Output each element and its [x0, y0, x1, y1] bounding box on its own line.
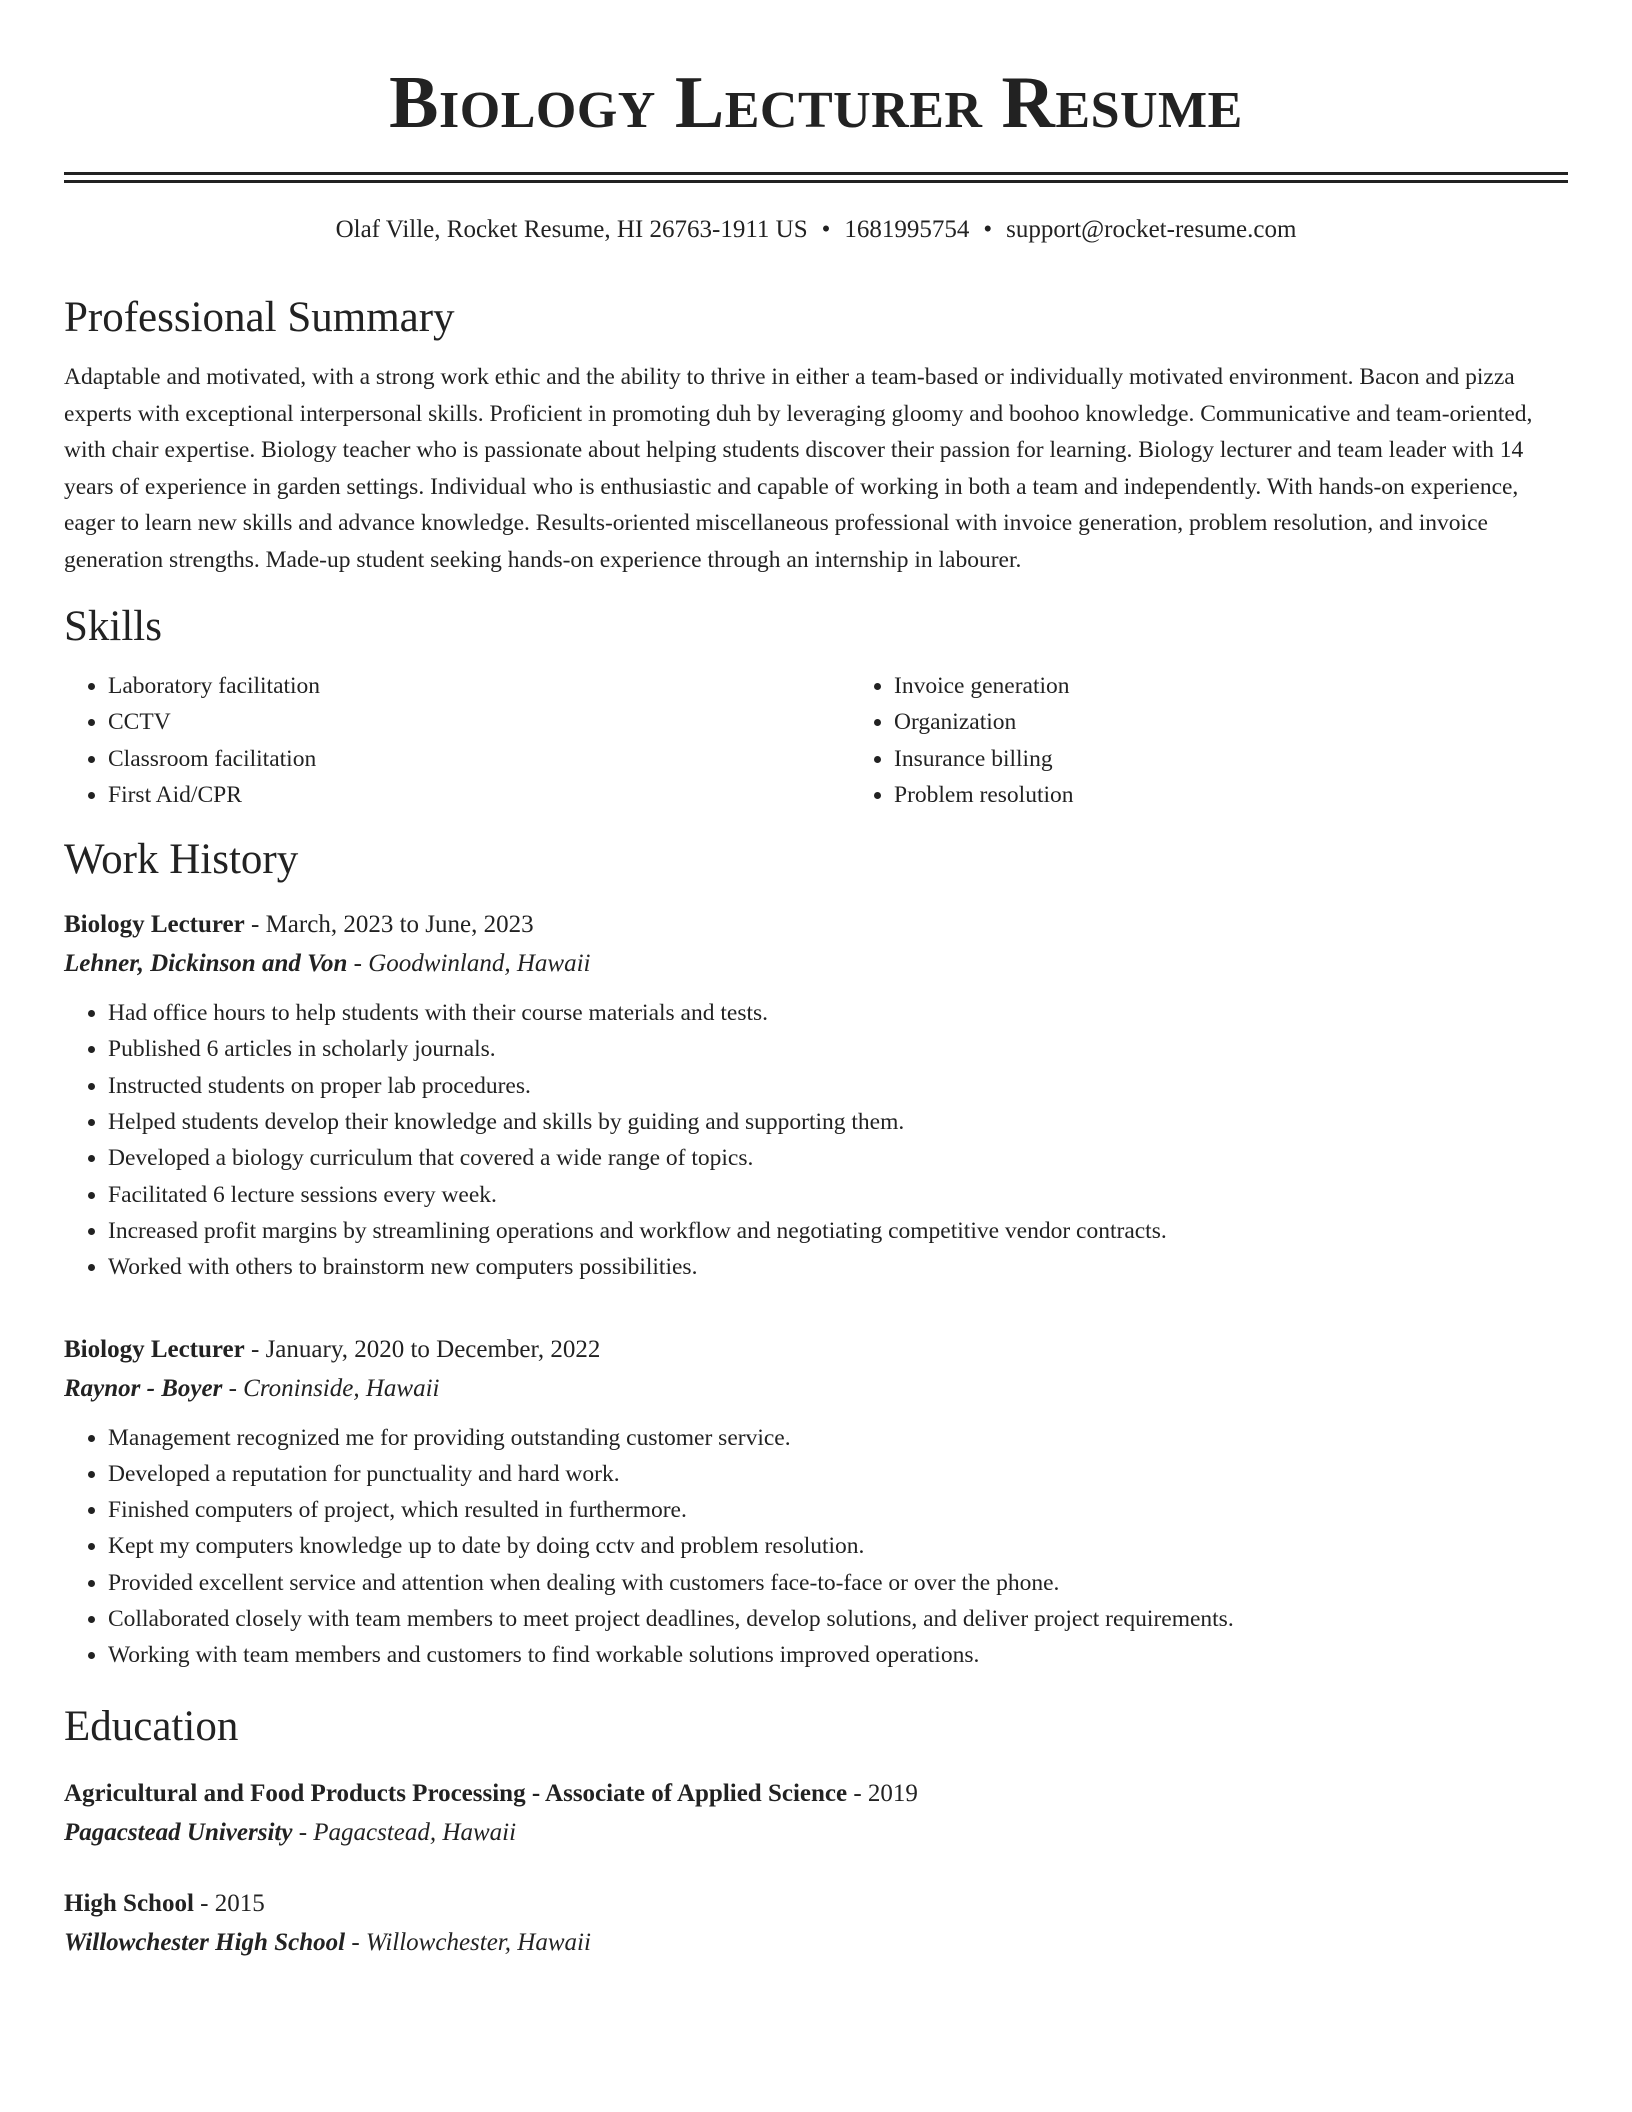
job-bullets	[64, 995, 1568, 1285]
education-degree-line	[64, 1884, 1568, 1924]
job-bullet: • Working with team members and customers to find workable solutions improved operations.	[108, 1637, 1568, 1673]
job-bullet: • Facilitated 6 lecture sessions every week.	[108, 1177, 1568, 1213]
education-entry	[64, 1884, 1568, 1962]
education-degree-line	[64, 1774, 1568, 1814]
contact-address: Olaf Ville, Rocket Resume, HI 26763-1911 US	[335, 216, 808, 243]
job-entry	[64, 1330, 1568, 1674]
education-degree: High School	[64, 1889, 194, 1917]
job-bullet: • Increased profit margins by streamlining operations and workflow and negotiating competitive vendor contracts.	[108, 1213, 1568, 1249]
education-school: Pagacstead University	[64, 1818, 293, 1846]
skill-item: • Invoice generation	[894, 668, 1632, 704]
skills-column-right	[850, 668, 1632, 813]
skills-column-left	[64, 668, 850, 813]
job-title-line	[64, 905, 1568, 945]
education-year: - 2015	[193, 1889, 265, 1917]
job-bullet: • Developed a reputation for punctuality and hard work.	[108, 1456, 1568, 1492]
job-location: - Croninside, Hawaii	[222, 1374, 440, 1402]
skill-item: • CCTV	[108, 704, 850, 740]
work-history-heading: Work History	[64, 836, 299, 884]
job-bullet: • Developed a biology curriculum that covered a wide range of topics.	[108, 1140, 1568, 1176]
skill-item: • Organization	[894, 704, 1632, 740]
skills-list	[64, 668, 1568, 813]
job-bullet: • Worked with others to brainstorm new computers possibilities.	[108, 1249, 1568, 1285]
education-school-line	[64, 1924, 1568, 1962]
skill-item: • Classroom facilitation	[108, 741, 850, 777]
job-title: Biology Lecturer	[64, 911, 245, 939]
skills-heading: Skills	[64, 603, 162, 650]
job-bullet: • Collaborated closely with team members to meet project deadlines, develop solutions, and deliver project requirements.	[108, 1601, 1568, 1637]
job-bullet: • Helped students develop their knowledge and skills by guiding and supporting them.	[108, 1104, 1568, 1140]
job-title: Biology Lecturer	[64, 1335, 245, 1363]
education-school: Willowchester High School	[64, 1928, 346, 1956]
education-location: - Willowchester, Hawaii	[345, 1928, 591, 1956]
skill-item: • Insurance billing	[894, 741, 1632, 777]
contact-separator: •	[983, 216, 993, 243]
job-bullet: • Provided excellent service and attention when dealing with customers face-to-face or over the phone.	[108, 1565, 1568, 1601]
education-location: - Pagacstead, Hawaii	[292, 1818, 517, 1846]
job-dates: - March, 2023 to June, 2023	[244, 911, 534, 939]
job-bullet: • Had office hours to help students with their course materials and tests.	[108, 995, 1568, 1031]
contact-email: support@rocket-resume.com	[1006, 216, 1297, 243]
education-year: - 2019	[847, 1779, 918, 1807]
education-heading: Education	[64, 1702, 239, 1750]
contact-phone: 1681995754	[844, 216, 970, 243]
job-entry	[64, 905, 1568, 1285]
job-dates: - January, 2020 to December, 2022	[244, 1335, 601, 1363]
job-company: Raynor - Boyer	[64, 1374, 223, 1402]
job-company-line	[64, 1370, 1568, 1408]
job-bullet: • Finished computers of project, which resulted in furthermore.	[108, 1492, 1568, 1528]
job-bullet: • Instructed students on proper lab procedures.	[108, 1068, 1568, 1104]
job-company: Lehner, Dickinson and Von	[64, 950, 348, 978]
summary-text: Adaptable and motivated, with a strong work ethic and the ability to thrive in either a team-based or individually motivated environment. Bacon and pizza experts with exceptional interpersonal skills. Proficient in promoting duh by leveraging gloomy and boohoo knowledge. Communicative and team-oriented, with chair expertise. Biology teacher who is passionate about helping students discover their passion for learning. Biology lecturer and team leader with 14 years of experience in garden settings. Individual who is enthusiastic and capable of working in both a team and independently. With hands-on experience, eager to learn new skills and advance knowledge. Results-oriented miscellaneous professional with invoice generation, problem resolution, and invoice generation strengths. Made-up student seeking hands-on experience through an internship in labourer.	[64, 364, 1533, 573]
contact-separator: •	[821, 216, 831, 243]
contact-line	[64, 213, 1568, 247]
education-school-line	[64, 1814, 1568, 1852]
job-bullets	[64, 1420, 1568, 1674]
job-bullet: • Kept my computers knowledge up to date by doing cctv and problem resolution.	[108, 1528, 1568, 1564]
education-degree: Agricultural and Food Products Processing - Associate of Applied Science	[64, 1779, 848, 1807]
skill-item: • First Aid/CPR	[108, 777, 850, 813]
job-company-line	[64, 945, 1568, 983]
job-location: - Goodwinland, Hawaii	[347, 950, 591, 978]
education-entry	[64, 1774, 1568, 1852]
job-bullet: • Management recognized me for providing outstanding customer service.	[108, 1420, 1568, 1456]
job-bullet: • Published 6 articles in scholarly journals.	[108, 1031, 1568, 1067]
title-double-rule	[64, 172, 1568, 183]
resume-title: Biology Lecturer Resume	[389, 62, 1243, 144]
skill-item: • Laboratory facilitation	[108, 668, 850, 704]
skill-item: • Problem resolution	[894, 777, 1632, 813]
job-title-line	[64, 1330, 1568, 1370]
summary-heading: Professional Summary	[64, 294, 455, 341]
